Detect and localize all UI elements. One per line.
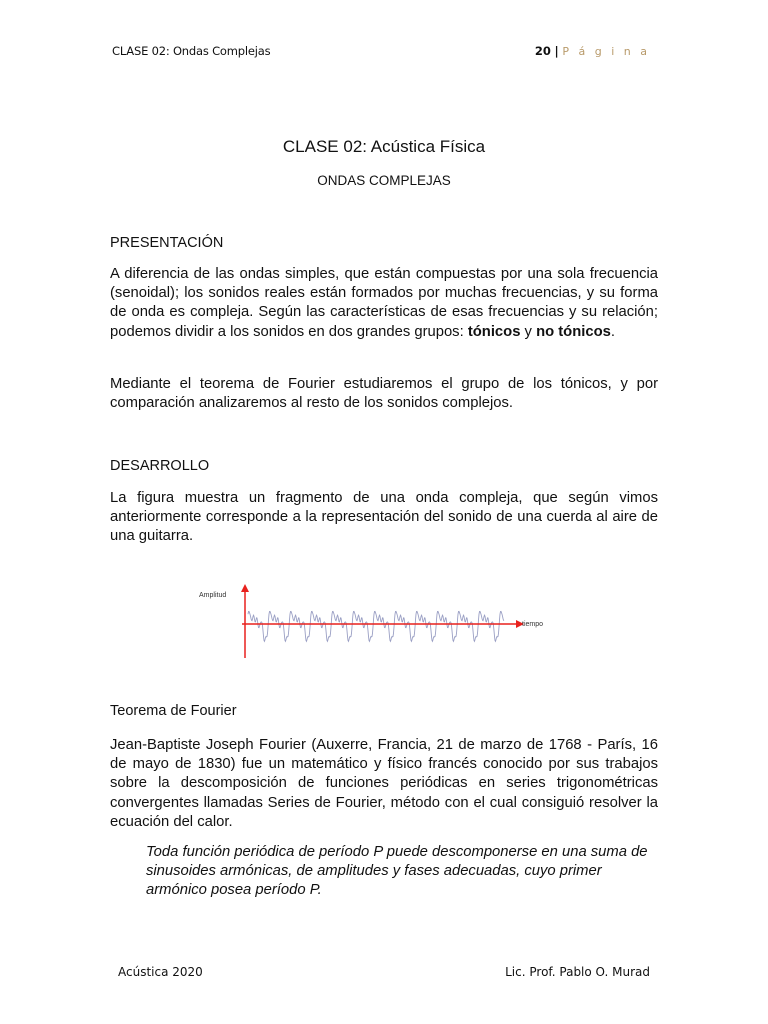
paragraph-presentacion-2: Mediante el teorema de Fourier estudiaremos el grupo de los tónicos, y por comparación analizaremos al resto de los sonidos complejos. — [110, 376, 658, 412]
page-subtitle: ONDAS COMPLEJAS — [317, 173, 451, 188]
amplitude-label: Amplitud — [199, 592, 227, 599]
page-number: 20 — [534, 44, 551, 58]
header-separator: | — [554, 44, 559, 58]
footer-author: Lic. Prof. Pablo O. Murad — [505, 965, 650, 979]
paragraph-fourier-bio: Jean-Baptiste Joseph Fourier (Auxerre, Francia, 21 de marzo de 1768 - París, 16 de mayo de 1830) fue un matemático y físico francés conocido por sus trabajos sobre la descomposición de funciones periódicas en series trigonométricas convergentes llamadas Series de Fourier, método con el cual consiguió resolver la ecuación del calor. — [110, 737, 658, 830]
fourier-theorem-quote: Toda función periódica de período P puede descomponerse en una suma de sinusoides armónicas, de amplitudes y fases adecuadas, cuyo primer armónico posea período P. — [146, 844, 648, 899]
bold-tonicos: tónicos — [467, 323, 521, 340]
page-word: P á g i n a — [562, 45, 650, 58]
heading-teorema-fourier: Teorema de Fourier — [110, 703, 237, 719]
bold-no-tonicos: no tónicos — [536, 323, 611, 340]
complex-wave-figure — [194, 580, 564, 664]
page-title: CLASE 02: Acústica Física — [282, 137, 486, 156]
paragraph-desarrollo-1: La figura muestra un fragmento de una onda compleja, que según vimos anteriormente corresponde a la representación del sonido de una cuerda al aire de una guitarra. — [110, 490, 658, 545]
header-course-title: CLASE 02: Ondas Complejas — [112, 44, 271, 58]
heading-desarrollo: DESARROLLO — [110, 458, 210, 474]
header-page-indicator — [535, 44, 650, 58]
time-label: tiempo — [522, 621, 544, 628]
heading-presentacion: PRESENTACIÓN — [110, 235, 224, 251]
amplitude-axis-arrow — [241, 584, 249, 592]
wave-line — [248, 611, 504, 641]
paragraph-presentacion-1: A diferencia de las ondas simples, que están compuestas por una sola frecuencia (senoidal); los sonidos reales están formados por muchas frecuencias, y su forma de onda es compleja. Según las características de esas frecuencias y su relación; podemos dividir a los sonidos en dos grandes grupos: tónicos y no tónicos. — [110, 266, 658, 340]
footer-course: Acústica 2020 — [118, 965, 203, 979]
wave-diagram — [194, 580, 564, 664]
